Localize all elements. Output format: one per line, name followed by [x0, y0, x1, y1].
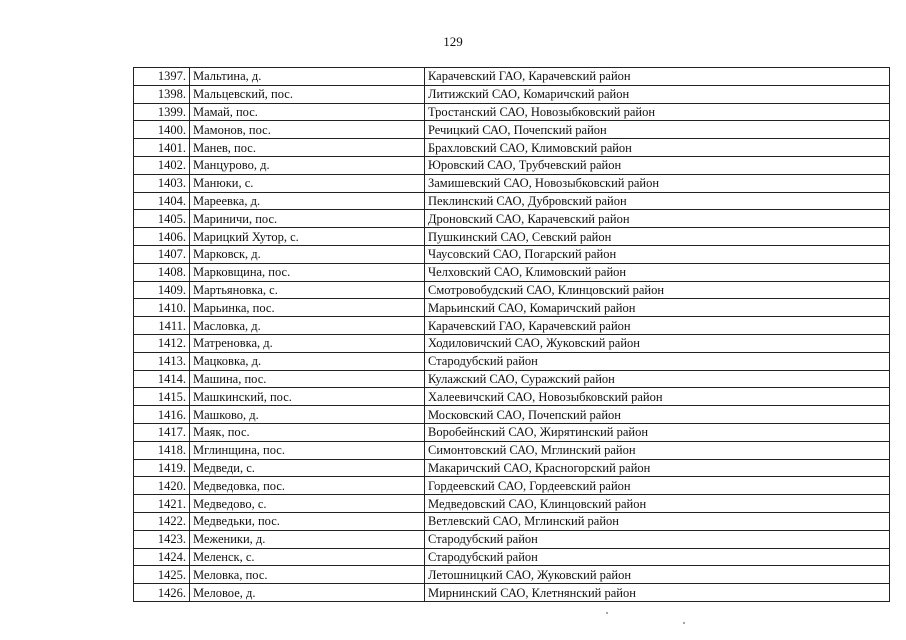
administration-cell: Пеклинский САО, Дубровский район	[425, 192, 890, 210]
administration-cell: Медведовский САО, Клинцовский район	[425, 495, 890, 513]
settlement-name-cell: Медведовка, пос.	[190, 477, 425, 495]
table-row	[134, 192, 890, 210]
settlements-table	[133, 67, 890, 602]
settlement-name-cell: Марковск, д.	[190, 245, 425, 263]
table-row	[134, 441, 890, 459]
administration-cell: Мирнинский САО, Клетнянский район	[425, 584, 890, 602]
table-row	[134, 263, 890, 281]
settlement-name-cell: Меловое, д.	[190, 584, 425, 602]
administration-cell: Симонтовский САО, Мглинский район	[425, 441, 890, 459]
row-number-cell: 1404.	[134, 192, 190, 210]
table-row	[134, 459, 890, 477]
settlement-name-cell: Мглинщина, пос.	[190, 441, 425, 459]
row-number-cell: 1413.	[134, 352, 190, 370]
row-number-cell: 1418.	[134, 441, 190, 459]
settlement-name-cell: Мальцевский, пос.	[190, 85, 425, 103]
table-row	[134, 103, 890, 121]
administration-cell: Челховский САО, Климовский район	[425, 263, 890, 281]
table-row	[134, 210, 890, 228]
table-row	[134, 228, 890, 246]
row-number-cell: 1419.	[134, 459, 190, 477]
settlement-name-cell: Мареевка, д.	[190, 192, 425, 210]
administration-cell: Юровский САО, Трубчевский район	[425, 156, 890, 174]
settlement-name-cell: Мартьяновка, с.	[190, 281, 425, 299]
table-row	[134, 121, 890, 139]
administration-cell: Брахловский САО, Климовский район	[425, 139, 890, 157]
row-number-cell: 1423.	[134, 530, 190, 548]
settlement-name-cell: Меленск, с.	[190, 548, 425, 566]
settlement-name-cell: Медведьки, пос.	[190, 512, 425, 530]
settlement-name-cell: Мамай, пос.	[190, 103, 425, 121]
table-row	[134, 512, 890, 530]
administration-cell: Стародубский район	[425, 530, 890, 548]
settlement-name-cell: Мацковка, д.	[190, 352, 425, 370]
administration-cell: Гордеевский САО, Гордеевский район	[425, 477, 890, 495]
row-number-cell: 1398.	[134, 85, 190, 103]
table-row	[134, 139, 890, 157]
administration-cell: Летошницкий САО, Жуковский район	[425, 566, 890, 584]
table-row	[134, 334, 890, 352]
settlement-name-cell: Меловка, пос.	[190, 566, 425, 584]
settlement-name-cell: Манюки, с.	[190, 174, 425, 192]
row-number-cell: 1400.	[134, 121, 190, 139]
administration-cell: Кулажский САО, Суражский район	[425, 370, 890, 388]
administration-cell: Речицкий САО, Почепский район	[425, 121, 890, 139]
row-number-cell: 1406.	[134, 228, 190, 246]
table-row	[134, 548, 890, 566]
row-number-cell: 1408.	[134, 263, 190, 281]
settlement-name-cell: Маяк, пос.	[190, 423, 425, 441]
settlement-name-cell: Машково, д.	[190, 406, 425, 424]
table-row	[134, 406, 890, 424]
table-row	[134, 477, 890, 495]
row-number-cell: 1425.	[134, 566, 190, 584]
administration-cell: Стародубский район	[425, 352, 890, 370]
row-number-cell: 1422.	[134, 512, 190, 530]
administration-cell: Карачевский ГАО, Карачевский район	[425, 317, 890, 335]
settlement-name-cell: Машина, пос.	[190, 370, 425, 388]
scan-speck	[683, 622, 685, 624]
row-number-cell: 1414.	[134, 370, 190, 388]
administration-cell: Воробейнский САО, Жирятинский район	[425, 423, 890, 441]
table-row	[134, 245, 890, 263]
table-row	[134, 388, 890, 406]
administration-cell: Халеевичский САО, Новозыбковский район	[425, 388, 890, 406]
row-number-cell: 1426.	[134, 584, 190, 602]
row-number-cell: 1399.	[134, 103, 190, 121]
table-row	[134, 495, 890, 513]
settlement-name-cell: Мамонов, пос.	[190, 121, 425, 139]
administration-cell: Смотровобудский САО, Клинцовский район	[425, 281, 890, 299]
settlement-name-cell: Манев, пос.	[190, 139, 425, 157]
administration-cell: Карачевский ГАО, Карачевский район	[425, 68, 890, 86]
table-row	[134, 370, 890, 388]
administration-cell: Московский САО, Почепский район	[425, 406, 890, 424]
administration-cell: Макаричский САО, Красногорский район	[425, 459, 890, 477]
table-row	[134, 299, 890, 317]
settlement-name-cell: Меженики, д.	[190, 530, 425, 548]
settlement-name-cell: Машкинский, пос.	[190, 388, 425, 406]
settlement-name-cell: Матреновка, д.	[190, 334, 425, 352]
scan-speck	[606, 612, 608, 614]
administration-cell: Ходиловичский САО, Жуковский район	[425, 334, 890, 352]
row-number-cell: 1416.	[134, 406, 190, 424]
table-row	[134, 352, 890, 370]
row-number-cell: 1411.	[134, 317, 190, 335]
row-number-cell: 1410.	[134, 299, 190, 317]
administration-cell: Пушкинский САО, Севский район	[425, 228, 890, 246]
row-number-cell: 1401.	[134, 139, 190, 157]
settlement-name-cell: Медведово, с.	[190, 495, 425, 513]
administration-cell: Тростанский САО, Новозыбковский район	[425, 103, 890, 121]
settlement-name-cell: Марицкий Хутор, с.	[190, 228, 425, 246]
table-row	[134, 317, 890, 335]
administration-cell: Замишевский САО, Новозыбковский район	[425, 174, 890, 192]
table-row	[134, 174, 890, 192]
row-number-cell: 1403.	[134, 174, 190, 192]
row-number-cell: 1409.	[134, 281, 190, 299]
page-number: 129	[443, 34, 463, 49]
row-number-cell: 1397.	[134, 68, 190, 86]
settlements-table-body	[134, 68, 890, 602]
settlement-name-cell: Манцурово, д.	[190, 156, 425, 174]
row-number-cell: 1407.	[134, 245, 190, 263]
table-row	[134, 281, 890, 299]
settlement-name-cell: Мариничи, пос.	[190, 210, 425, 228]
administration-cell: Ветлевский САО, Мглинский район	[425, 512, 890, 530]
table-row	[134, 423, 890, 441]
administration-cell: Чаусовский САО, Погарский район	[425, 245, 890, 263]
table-row	[134, 85, 890, 103]
settlement-name-cell: Мальтина, д.	[190, 68, 425, 86]
row-number-cell: 1412.	[134, 334, 190, 352]
table-row	[134, 584, 890, 602]
row-number-cell: 1405.	[134, 210, 190, 228]
table-row	[134, 68, 890, 86]
administration-cell: Марьинский САО, Комаричский район	[425, 299, 890, 317]
table-row	[134, 566, 890, 584]
administration-cell: Дроновский САО, Карачевский район	[425, 210, 890, 228]
settlement-name-cell: Медведи, с.	[190, 459, 425, 477]
table-row	[134, 530, 890, 548]
administration-cell: Стародубский район	[425, 548, 890, 566]
row-number-cell: 1421.	[134, 495, 190, 513]
administration-cell: Литижский САО, Комаричский район	[425, 85, 890, 103]
row-number-cell: 1415.	[134, 388, 190, 406]
settlement-name-cell: Масловка, д.	[190, 317, 425, 335]
table-row	[134, 156, 890, 174]
row-number-cell: 1420.	[134, 477, 190, 495]
settlement-name-cell: Марковщина, пос.	[190, 263, 425, 281]
settlement-name-cell: Марьинка, пос.	[190, 299, 425, 317]
row-number-cell: 1417.	[134, 423, 190, 441]
row-number-cell: 1402.	[134, 156, 190, 174]
row-number-cell: 1424.	[134, 548, 190, 566]
